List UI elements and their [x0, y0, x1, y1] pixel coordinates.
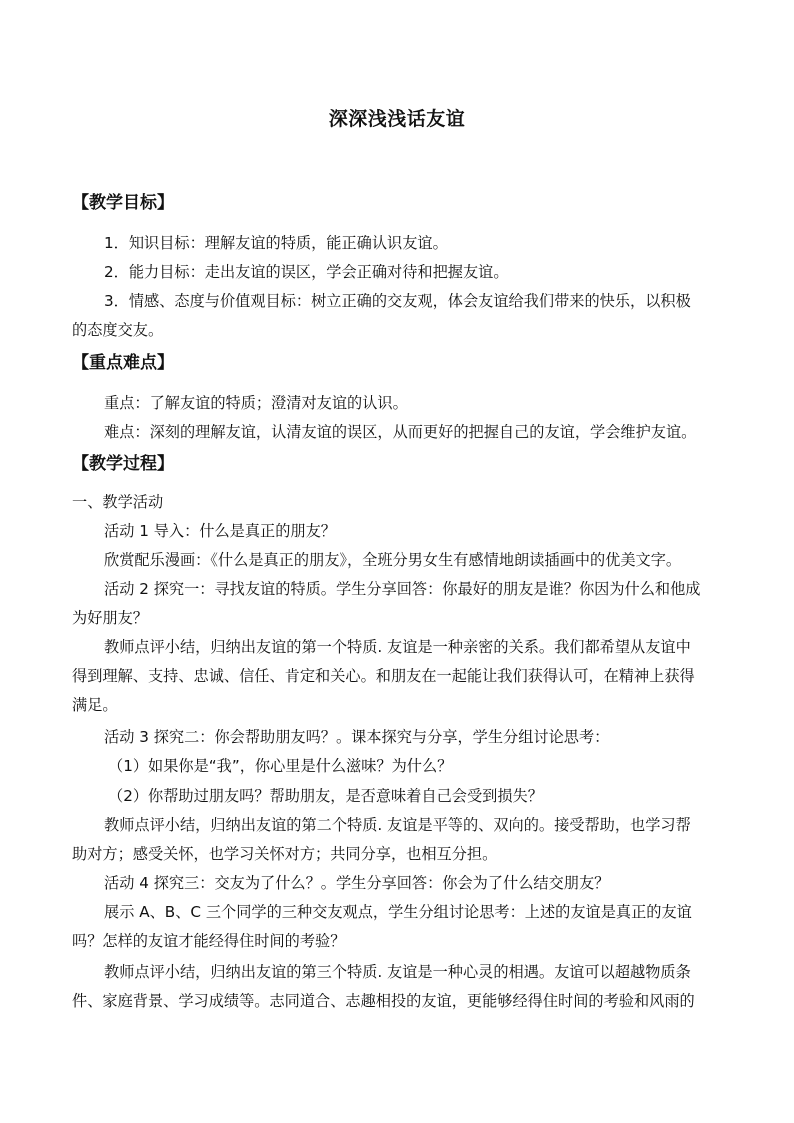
document-title: 深深浅浅话友谊 [328, 108, 466, 130]
process-line: 一、教学活动 [72, 493, 164, 511]
keypoint-line-difficulty: 难点：深刻的理解友谊，认清友谊的误区，从而更好的把握自己的友谊，学会维护友谊。 [104, 423, 697, 441]
process-line: 教师点评小结，归纳出友谊的第三个特质. 友谊是一种心灵的相遇。友谊可以超越物质条 [104, 963, 691, 981]
process-line: 活动 1 导入：什么是真正的朋友？ [104, 522, 336, 540]
process-line: （2）你帮助过朋友吗？帮助朋友，是否意味着自己会受到损失？ [108, 787, 543, 805]
section-heading-goals: 【教学目标】 [72, 193, 174, 213]
process-line: 活动 4 探究三：交友为了什么？。学生分享回答：你会为了什么结交朋友？ [104, 874, 610, 892]
process-line: 得到理解、支持、忠诚、信任、肯定和关心。和朋友在一起能让我们获得认可，在精神上获得 [72, 667, 695, 685]
process-line: 教师点评小结，归纳出友谊的第二个特质. 友谊是平等的、双向的。接受帮助，也学习帮 [104, 816, 691, 834]
process-line: 吗？怎样的友谊才能经得住时间的考验？ [72, 932, 346, 950]
process-line: 件、家庭背景、学习成绩等。志同道合、志趣相投的友谊，更能够经得住时间的考验和风雨的 [72, 992, 695, 1010]
process-line: 教师点评小结，归纳出友谊的第一个特质. 友谊是一种亲密的关系。我们都希望从友谊中 [104, 638, 691, 656]
process-line: 活动 2 探究一：寻找友谊的特质。学生分享回答：你最好的朋友是谁？你因为什么和他成 [104, 580, 701, 598]
process-line: 满足。 [72, 696, 118, 714]
section-heading-keypoints: 【重点难点】 [72, 353, 174, 373]
process-line: （1）如果你是“我”，你心里是什么滋味？为什么？ [108, 757, 453, 775]
process-line: 为好朋友？ [72, 609, 148, 627]
goal-line-emotion: 3．情感、态度与价值观目标：树立正确的交友观，体会友谊给我们带来的快乐，以积极 [104, 292, 691, 310]
process-line: 助对方；感受关怀，也学习关怀对方；共同分享，也相互分担。 [72, 845, 498, 863]
process-line: 展示 A、B、C 三个同学的三种交友观点，学生分组讨论思考：上述的友谊是真正的友谊 [104, 903, 692, 921]
goal-line-knowledge: 1．知识目标：理解友谊的特质，能正确认识友谊。 [104, 234, 448, 252]
goal-line-ability: 2．能力目标：走出友谊的误区，学会正确对待和把握友谊。 [104, 263, 509, 281]
section-heading-process: 【教学过程】 [72, 454, 174, 474]
goal-line-emotion-cont: 的态度交友。 [72, 321, 164, 339]
process-line: 欣赏配乐漫画：《什么是真正的朋友》，全班分男女生有感情地朗读插画中的优美文字。 [104, 551, 682, 569]
keypoint-line-focus: 重点：了解友谊的特质；澄清对友谊的认识。 [104, 394, 408, 412]
process-line: 活动 3 探究二：你会帮助朋友吗？。课本探究与分享，学生分组讨论思考： [104, 728, 610, 746]
